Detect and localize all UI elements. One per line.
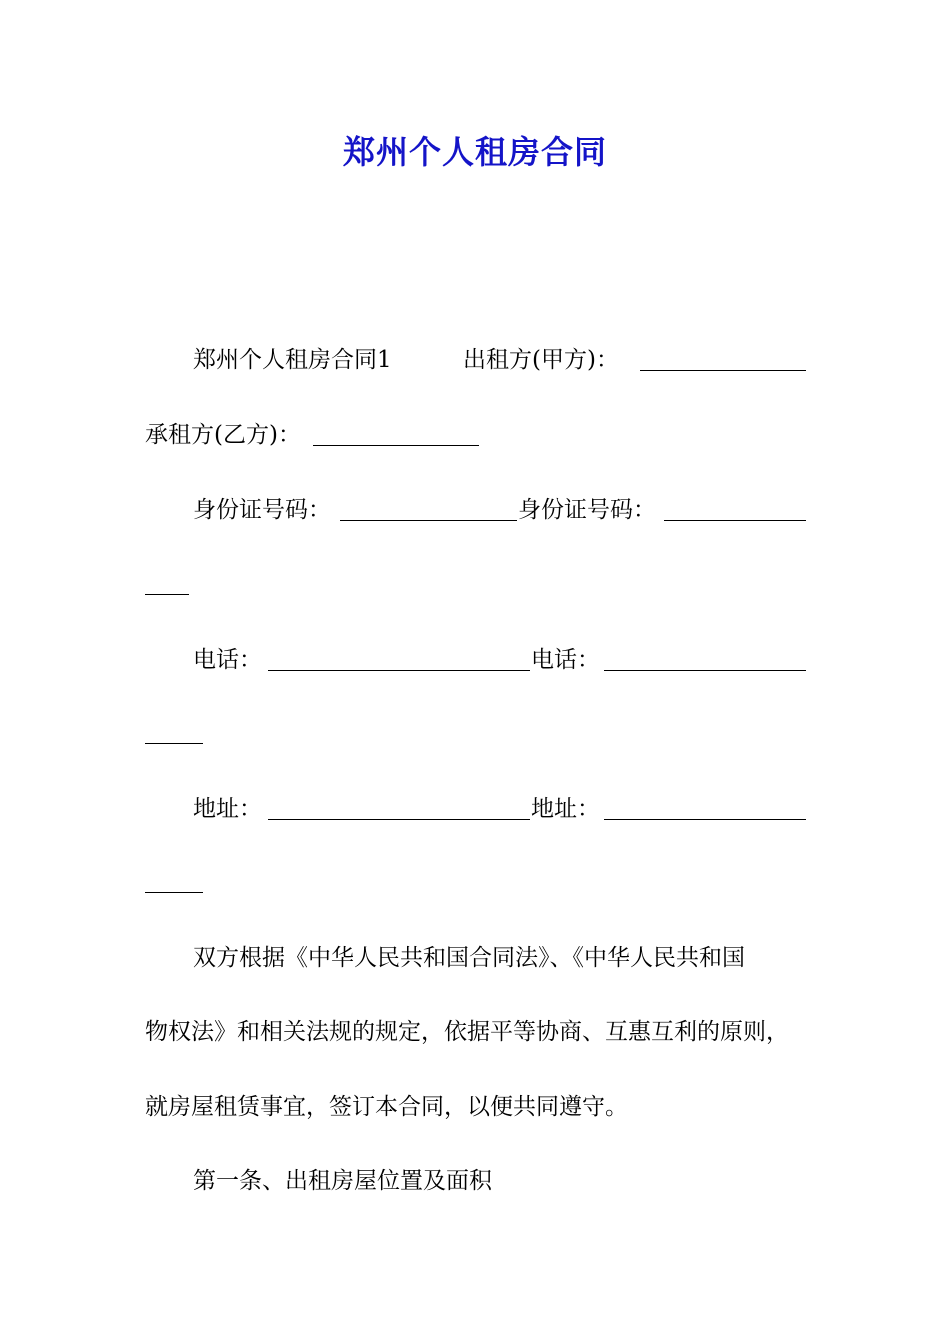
line-id-a bbox=[193, 493, 331, 527]
lessee-blank bbox=[313, 445, 479, 446]
line-lessor bbox=[193, 343, 392, 377]
phone-blank-a bbox=[268, 670, 530, 671]
id-label-b: 身份证号码： bbox=[518, 497, 656, 523]
lessor-blank bbox=[640, 370, 806, 371]
lessee-label: 承租方(乙方)： bbox=[145, 422, 301, 448]
paragraph-line-2: 物权法》和相关法规的规定，依据平等协商、互惠互利的原则， bbox=[145, 1019, 789, 1045]
id-blank-a bbox=[340, 520, 517, 521]
address-label-a: 地址： bbox=[193, 796, 262, 822]
phone-blank-b-cont bbox=[145, 743, 203, 744]
address-label-b: 地址： bbox=[531, 796, 600, 822]
document-title: 郑州个人租房合同 bbox=[342, 133, 607, 171]
id-blank-b-cont bbox=[145, 594, 189, 595]
paragraph-line-3: 就房屋租赁事宜，签订本合同，以便共同遵守。 bbox=[145, 1094, 628, 1120]
line-id-b bbox=[518, 493, 656, 527]
phone-label-b: 电话： bbox=[531, 647, 600, 673]
phone-blank-b bbox=[604, 670, 806, 671]
address-blank-a bbox=[268, 819, 530, 820]
contract-label: 郑州个人租房合同1 bbox=[193, 347, 392, 373]
phone-label-a: 电话： bbox=[193, 647, 262, 673]
id-blank-b bbox=[664, 520, 806, 521]
paragraph-line-1: 双方根据《中华人民共和国合同法》、《中华人民共和国 bbox=[193, 945, 745, 971]
line-lessee bbox=[145, 418, 301, 452]
line-address-b bbox=[531, 792, 600, 826]
article-1-heading: 第一条、出租房屋位置及面积 bbox=[193, 1168, 492, 1194]
lessor-label-wrap bbox=[463, 343, 619, 377]
address-blank-b-cont bbox=[145, 892, 203, 893]
address-blank-b bbox=[604, 819, 806, 820]
lessor-label: 出租方(甲方)： bbox=[463, 347, 619, 373]
line-phone-a bbox=[193, 643, 262, 677]
line-address-a bbox=[193, 792, 262, 826]
id-label-a: 身份证号码： bbox=[193, 497, 331, 523]
line-phone-b bbox=[531, 643, 600, 677]
